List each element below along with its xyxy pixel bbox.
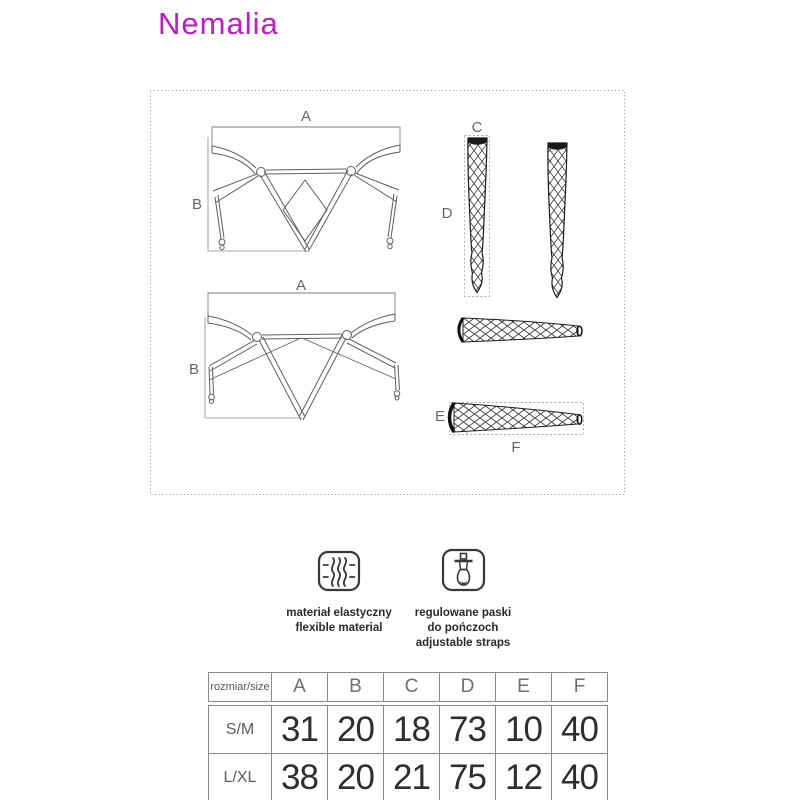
- value-cell: 38: [272, 754, 328, 800]
- garter-belt-back-view: [205, 293, 400, 420]
- dimension-label-f: F: [511, 439, 521, 456]
- value-cell: 12: [496, 754, 552, 800]
- value-cell: 10: [496, 706, 552, 754]
- technical-diagram-panel: [150, 90, 625, 495]
- garter-clip-icon: [219, 239, 225, 245]
- caption-line: materiał elastyczny: [286, 607, 392, 619]
- value-cell: 20: [328, 706, 384, 754]
- caption-line: flexible material: [295, 622, 383, 635]
- product-title: Nemalia: [158, 6, 279, 41]
- diamond-detail: [283, 180, 327, 241]
- size-table-header: [208, 672, 608, 702]
- table-row-sm: [209, 706, 608, 754]
- dimension-line-b-front: [208, 137, 307, 251]
- value-cell: 40: [552, 706, 608, 754]
- size-table: [208, 672, 608, 800]
- value-cell: 75: [440, 754, 496, 800]
- feature-caption: [388, 606, 538, 652]
- dimension-label-c: C: [471, 119, 483, 136]
- value-cell: 21: [384, 754, 440, 800]
- table-row: [209, 673, 608, 702]
- header-cell-d: D: [440, 673, 496, 702]
- header-cell-f: F: [552, 673, 608, 702]
- dimension-line-b-back: [205, 317, 302, 418]
- caption-line: adjustable straps: [415, 637, 511, 650]
- dimension-label-d: D: [441, 205, 453, 222]
- stocking-right: [548, 143, 567, 298]
- header-cell-e: E: [496, 673, 552, 702]
- size-table-body: [208, 705, 608, 800]
- elastic-material-icon: [316, 549, 362, 593]
- garter-clip-icon: [387, 238, 393, 244]
- table-row-lxl: [209, 754, 608, 800]
- dimension-label-a-back: A: [295, 277, 307, 294]
- header-cell-c: C: [384, 673, 440, 702]
- ring-right: [343, 331, 352, 340]
- caption-line: regulowane paski: [414, 607, 512, 619]
- header-cell-size: rozmiar/size: [209, 673, 272, 702]
- dimension-label-e: E: [434, 408, 446, 425]
- garter-belt-front-view: [208, 127, 400, 252]
- dimension-label-b-back: B: [188, 361, 200, 378]
- size-cell: S/M: [209, 706, 272, 754]
- header-cell-b: B: [328, 673, 384, 702]
- feature-adjustable-straps: [388, 547, 538, 652]
- stocking-rolled: [459, 318, 582, 342]
- value-cell: 20: [328, 754, 384, 800]
- stocking-pair: [465, 136, 568, 298]
- garter-clip-icon: [209, 394, 215, 400]
- header-cell-a: A: [272, 673, 328, 702]
- stocking-rolled-measured: [450, 403, 584, 435]
- dimension-line-a-back: [208, 293, 395, 316]
- value-cell: 40: [552, 754, 608, 800]
- value-cell: 31: [272, 706, 328, 754]
- caption-line: do pończoch: [427, 622, 499, 635]
- value-cell: 73: [440, 706, 496, 754]
- size-cell: L/XL: [209, 754, 272, 800]
- dimension-line-a-front: [212, 127, 400, 147]
- value-cell: 18: [384, 706, 440, 754]
- garter-clip-icon: [394, 391, 400, 397]
- garter-strap-icon: [440, 547, 487, 593]
- dimension-label-a-front: A: [300, 108, 312, 125]
- dimension-label-b-front: B: [191, 196, 203, 213]
